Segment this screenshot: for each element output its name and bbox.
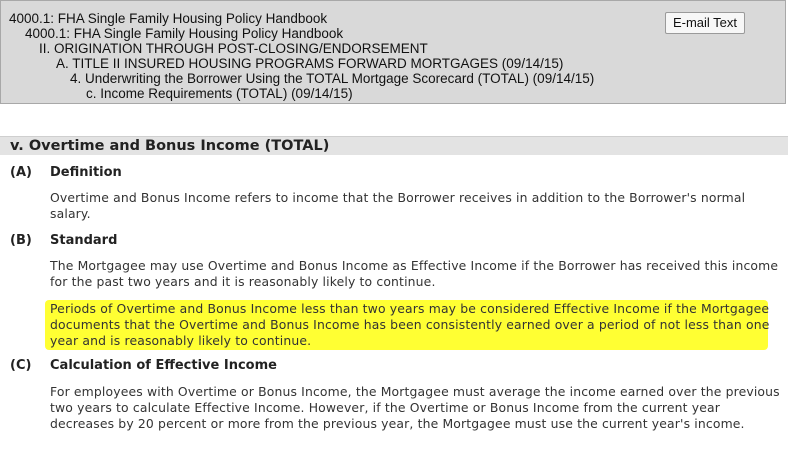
definition-paragraph: Overtime and Bonus Income refers to income that the Borrower receives in addition to the Borrower's normal salary. — [50, 190, 746, 221]
breadcrumb-level-3[interactable]: A. TITLE II INSURED HOUSING PROGRAMS FORWARD MORTGAGES (09/14/15) — [56, 56, 564, 71]
calculation-paragraph: For employees with Overtime or Bonus Income, the Mortgagee must average the income earned over the previous two years to calculate Effective Income. However, if the Overtime or Bonus Income from the current year decreases by 20 percent or more from the previous year, the Mortgagee must use the current year's income. — [50, 384, 780, 431]
breadcrumb-level-0[interactable]: 4000.1: FHA Single Family Housing Policy Handbook — [9, 11, 328, 26]
standard-paragraph: The Mortgagee may use Overtime and Bonus Income as Effective Income if the Borrower has received this income for the past two years and it is reasonably likely to continue. — [50, 258, 779, 289]
breadcrumb-level-2[interactable]: II. ORIGINATION THROUGH POST-CLOSING/ENDORSEMENT — [39, 41, 428, 56]
section-title-bar — [0, 136, 788, 155]
subsection-letter: (B) — [10, 233, 32, 248]
subsection-letter: (C) — [10, 358, 32, 373]
subsection-title: Definition — [50, 165, 122, 180]
breadcrumb-level-4[interactable]: 4. Underwriting the Borrower Using the TOTAL Mortgage Scorecard (TOTAL) (09/14/15) — [70, 71, 595, 86]
breadcrumb-header — [0, 0, 786, 104]
subsection-letter: (A) — [10, 165, 32, 180]
standard-highlighted-paragraph: Periods of Overtime and Bonus Income less than two years may be considered Effective Income if the Mortgagee documents that the Overtime and Bonus Income has been consistently earned over a period of not less than one year and is reasonably likely to continue. — [50, 301, 770, 348]
section-title: v. Overtime and Bonus Income (TOTAL) — [10, 138, 330, 154]
breadcrumb-level-5[interactable]: c. Income Requirements (TOTAL) (09/14/15) — [86, 86, 353, 101]
breadcrumb-level-1[interactable]: 4000.1: FHA Single Family Housing Policy Handbook — [25, 26, 344, 41]
subsection-title: Calculation of Effective Income — [50, 358, 277, 373]
email-text-button[interactable]: E-mail Text — [665, 12, 745, 34]
subsection-title: Standard — [50, 233, 118, 248]
